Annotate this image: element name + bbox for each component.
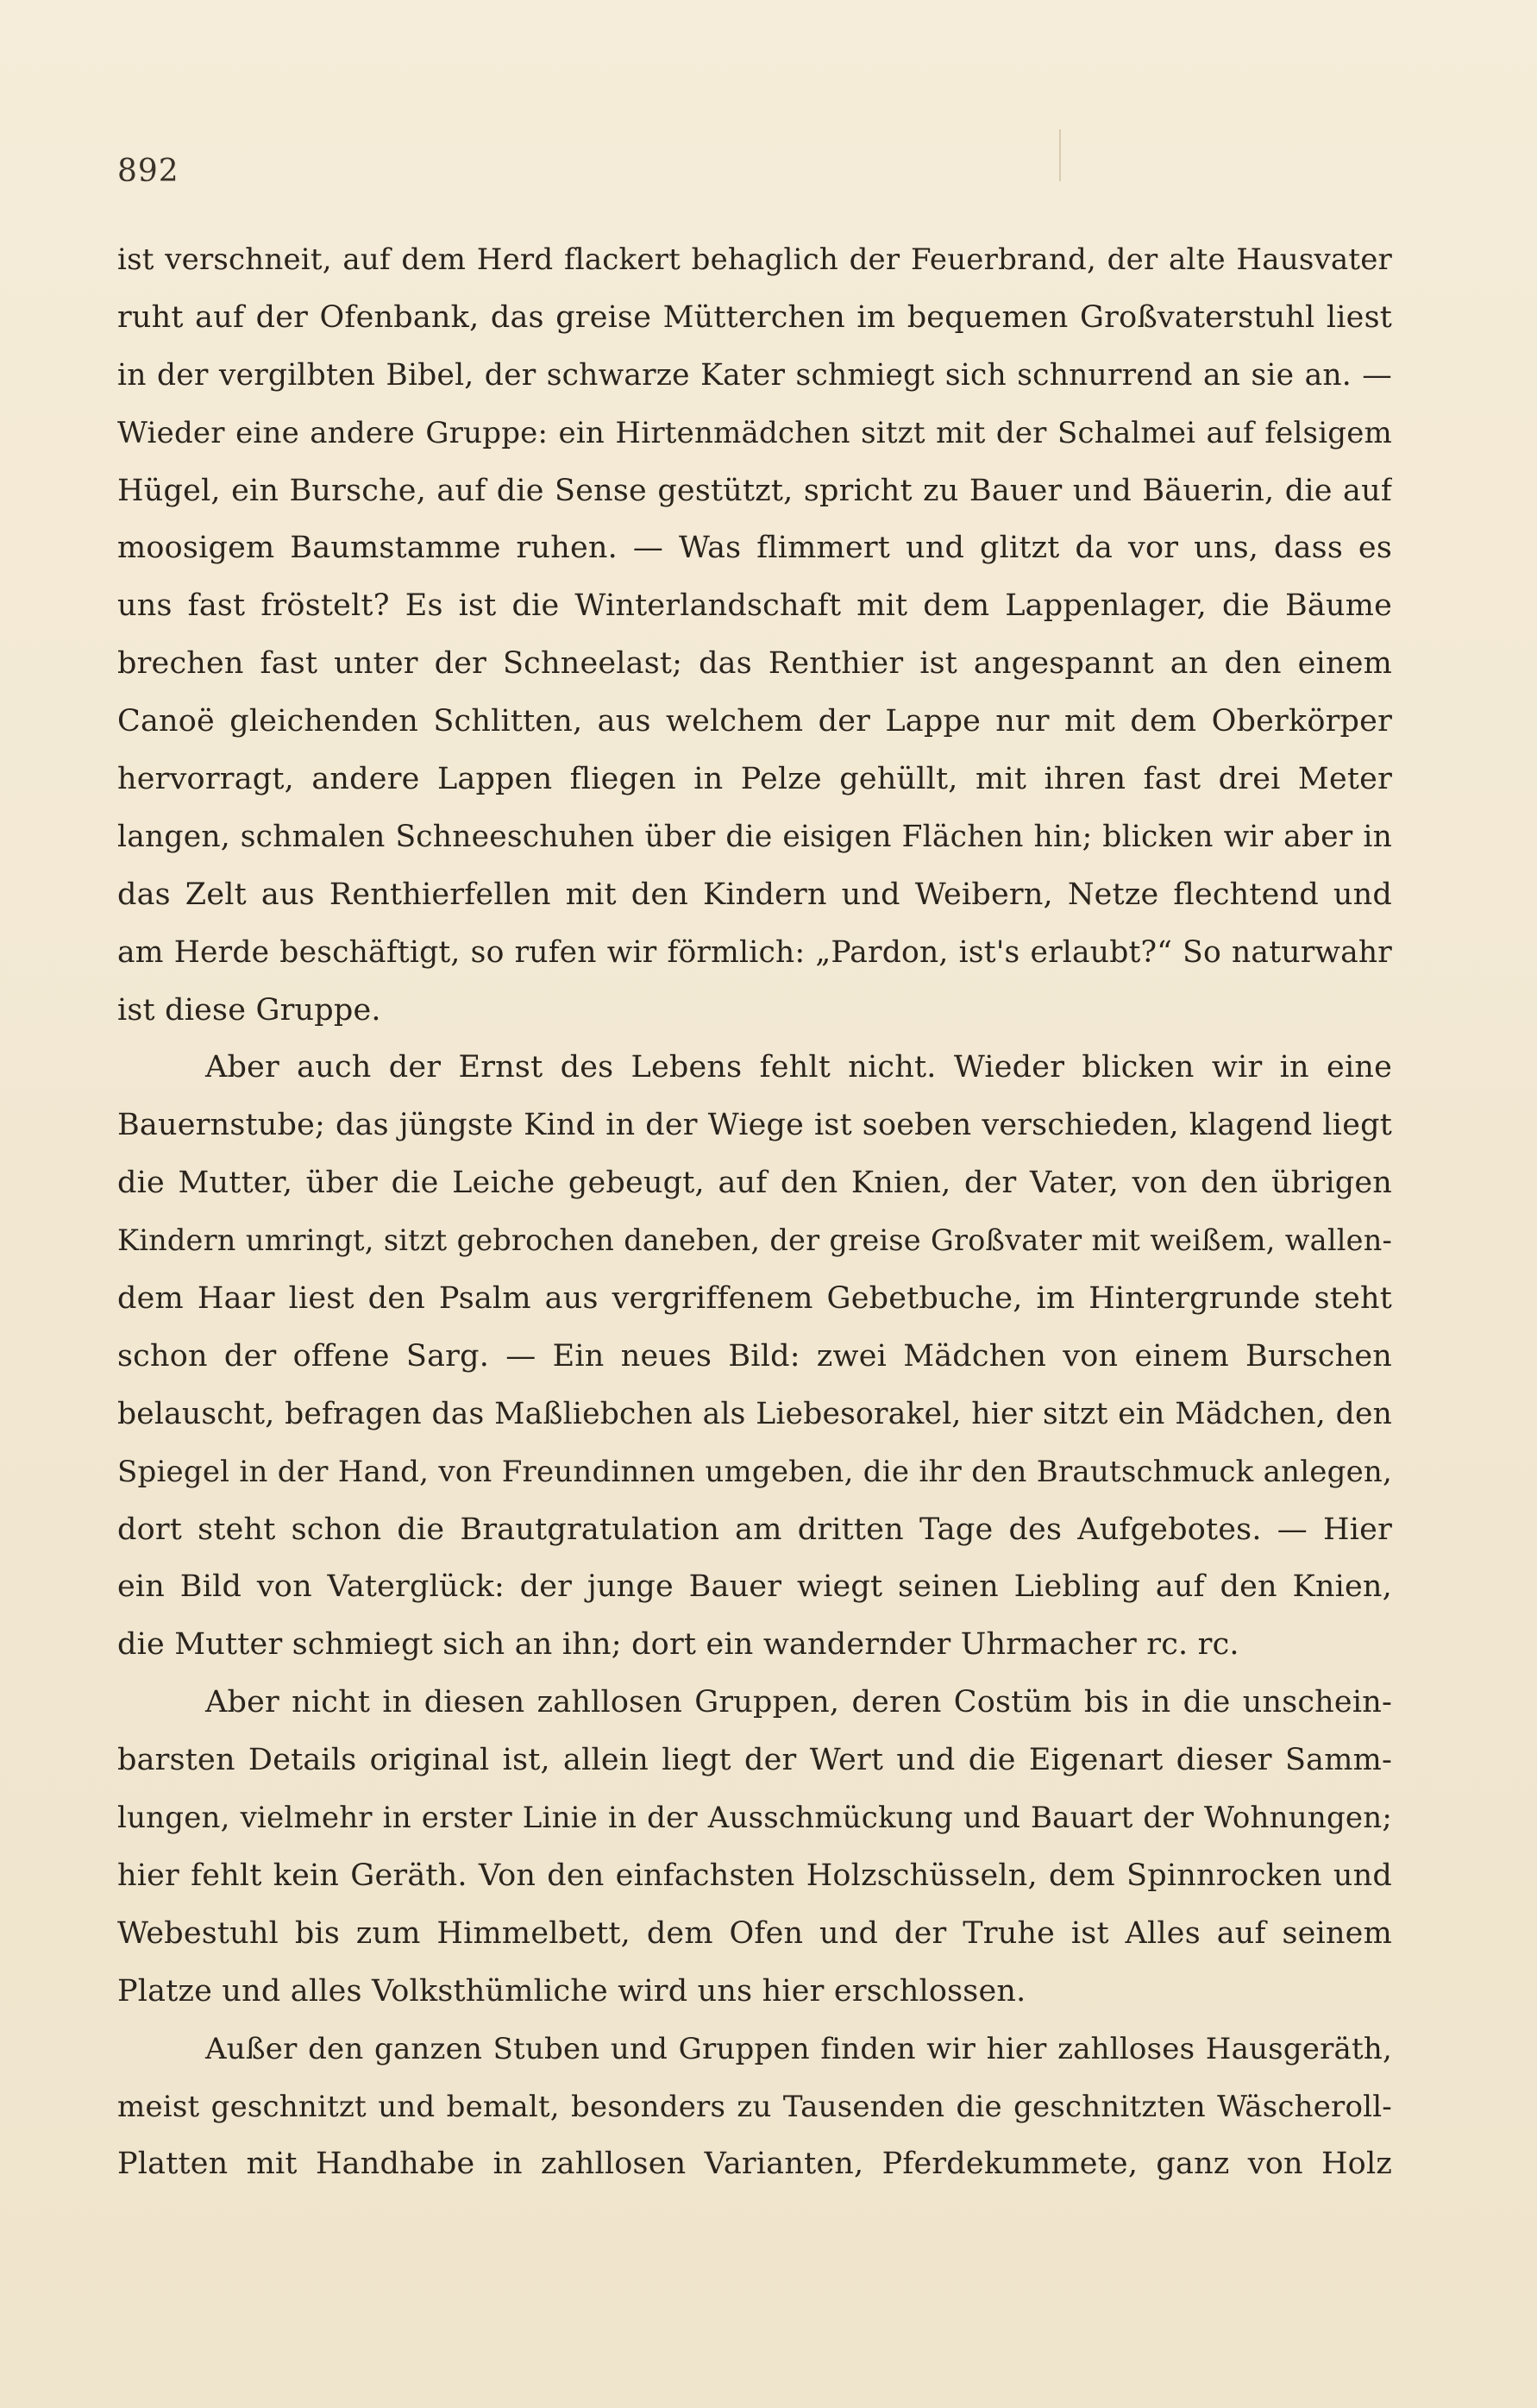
text-line: langen, schmalen Schneeschuhen über die eisigen Flächen hin; blicken wir aber in bbox=[117, 819, 1392, 854]
text-line: Aber nicht in diesen zahllosen Gruppen, deren Costüm bis in die unschein- bbox=[205, 1685, 1392, 1720]
text-line: hervorragt, andere Lappen fliegen in Pelze gehüllt, mit ihren fast drei Meter bbox=[117, 762, 1392, 797]
text-line: brechen fast unter der Schneelast; das Renthier ist angespannt an den einem bbox=[117, 646, 1392, 682]
text-line: Außer den ganzen Stuben und Gruppen finden wir hier zahlloses Hausgeräth, bbox=[205, 2031, 1392, 2066]
text-line: lungen, vielmehr in erster Linie in der Ausschmückung und Bauart der Wohnungen; bbox=[117, 1801, 1392, 1836]
text-line: hier fehlt kein Geräth. Von den einfachsten Holzschüsseln, dem Spinnrocken und bbox=[117, 1858, 1392, 1893]
text-line: Platten mit Handhabe in zahllosen Varianten, Pferdekummete, ganz von Holz bbox=[117, 2147, 1392, 2182]
text-line: Hügel, ein Bursche, auf die Sense gestützt, spricht zu Bauer und Bäuerin, die auf bbox=[117, 473, 1392, 508]
text-line: in der vergilbten Bibel, der schwarze Kater schmiegt sich schnurrend an sie an. — bbox=[117, 357, 1392, 393]
text-line: Canoë gleichenden Schlitten, aus welchem der Lappe nur mit dem Oberkörper bbox=[117, 704, 1392, 739]
text-line: Spiegel in der Hand, von Freundinnen umgeben, die ihr den Brautschmuck anlegen, bbox=[117, 1454, 1392, 1489]
text-line: Webestuhl bis zum Himmelbett, dem Ofen und der Truhe ist Alles auf seinem bbox=[117, 1915, 1392, 1951]
text-line: barsten Details original ist, allein liegt der Wert und die Eigenart dieser Samm- bbox=[117, 1743, 1392, 1778]
text-line: uns fast fröstelt? Es ist die Winterlandschaft mit dem Lappenlager, die Bäume bbox=[117, 588, 1392, 624]
text-line: ist diese Gruppe. bbox=[117, 992, 381, 1028]
body-text bbox=[117, 231, 1392, 2193]
text-line: am Herde beschäftigt, so rufen wir förmlich: „Pardon, ist's erlaubt?“ So naturwahr bbox=[117, 934, 1392, 970]
text-line: ein Bild von Vaterglück: der junge Bauer wiegt seinen Liebling auf den Knien, bbox=[117, 1569, 1392, 1605]
text-line: dem Haar liest den Psalm aus vergriffenem Gebetbuche, im Hintergrunde steht bbox=[117, 1281, 1392, 1317]
page-number: 892 bbox=[117, 154, 179, 189]
text-line: das Zelt aus Renthierfellen mit den Kindern und Weibern, Netze flechtend und bbox=[117, 877, 1392, 912]
text-line: die Mutter, über die Leiche gebeugt, auf den Knien, der Vater, von den übrigen bbox=[117, 1166, 1392, 1201]
text-line: ist verschneit, auf dem Herd flackert behaglich der Feuerbrand, der alte Hausvater bbox=[117, 242, 1392, 277]
text-line: Kindern umringt, sitzt gebrochen daneben, der greise Großvater mit weißem, wallen- bbox=[117, 1223, 1392, 1258]
text-line: schon der offene Sarg. — Ein neues Bild: zwei Mädchen von einem Burschen bbox=[117, 1338, 1392, 1374]
gutter-mark bbox=[1059, 129, 1061, 181]
text-line: Bauernstube; das jüngste Kind in der Wiege ist soeben verschieden, klagend liegt bbox=[117, 1108, 1392, 1143]
text-line: moosigem Baumstamme ruhen. — Was flimmert und glitzt da vor uns, dass es bbox=[117, 531, 1392, 566]
text-line: meist geschnitzt und bemalt, besonders zu Tausenden die geschnitzten Wäscheroll- bbox=[117, 2089, 1392, 2124]
text-line: Wieder eine andere Gruppe: ein Hirtenmädchen sitzt mit der Schalmei auf felsigem bbox=[117, 415, 1392, 450]
text-line: die Mutter schmiegt sich an ihn; dort ein wandernder Uhrmacher rc. rc. bbox=[117, 1627, 1239, 1663]
text-line: belauscht, befragen das Maßliebchen als Liebesorakel, hier sitzt ein Mädchen, den bbox=[117, 1396, 1392, 1431]
text-line: dort steht schon die Brautgratulation am dritten Tage des Aufgebotes. — Hier bbox=[117, 1512, 1392, 1547]
text-line: Platze und alles Volksthümliche wird uns hier erschlossen. bbox=[117, 1973, 1026, 2009]
text-line: ruht auf der Ofenbank, das greise Mütterchen im bequemen Großvaterstuhl liest bbox=[117, 299, 1392, 335]
text-line: Aber auch der Ernst des Lebens fehlt nicht. Wieder blicken wir in eine bbox=[205, 1050, 1392, 1085]
